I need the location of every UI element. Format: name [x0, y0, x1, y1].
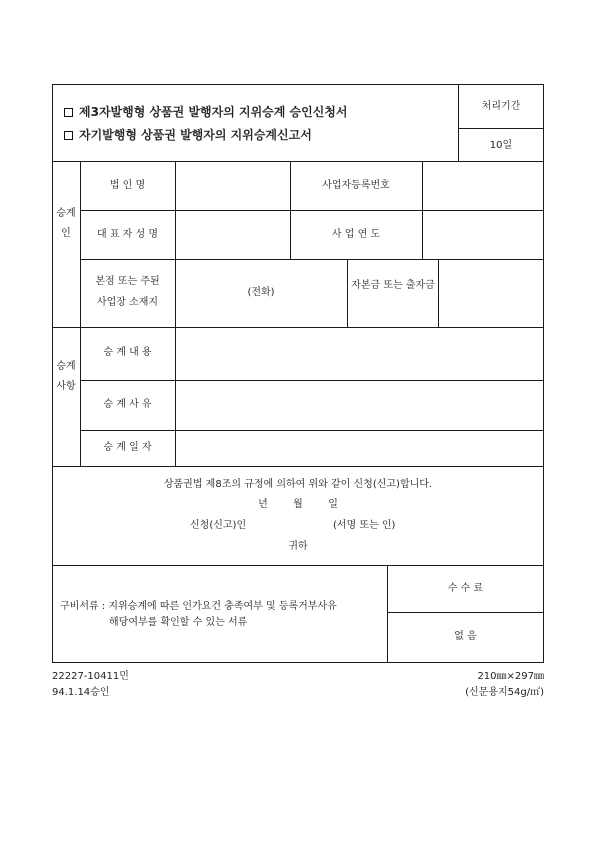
statement-date-line: 년 월 일	[258, 499, 338, 510]
address-label-line-1: 본점 또는 주된	[95, 276, 160, 287]
form-title-option-1	[64, 105, 348, 119]
divider	[387, 565, 388, 663]
paper-spec: (신문용지54g/㎡)	[465, 687, 544, 698]
approval-date: 94.1.14승인	[52, 687, 110, 698]
required-documents-line-2: 해당여부를 확인할 수 있는 서류	[109, 617, 248, 628]
divider	[458, 128, 544, 129]
rep-name-label: 대 표 자 성 명	[96, 229, 158, 240]
biz-reg-no-field[interactable]	[423, 162, 544, 210]
form-title-option-2	[64, 128, 312, 142]
applicant-label: 신청(신고)인	[190, 520, 247, 531]
processing-period-label: 처리기간	[481, 101, 521, 112]
succession-date-label: 승 계 일 자	[103, 442, 152, 453]
divider	[52, 565, 544, 566]
checkbox-option-1[interactable]	[64, 108, 73, 117]
checkbox-option-2[interactable]	[64, 131, 73, 140]
fee-value: 없 음	[454, 631, 477, 642]
phone-label: (전화)	[247, 287, 275, 298]
paper-size: 210㎜×297㎜	[477, 671, 544, 682]
successor-section-label: 승계인	[56, 208, 76, 239]
signature-label: (서명 또는 인)	[333, 520, 396, 531]
fee-label: 수 수 료	[447, 583, 484, 594]
processing-period-value: 10일	[489, 140, 513, 151]
succession-reason-field[interactable]	[176, 381, 544, 430]
business-year-label: 사 업 연 도	[331, 229, 381, 240]
capital-label: 자본금 또는 출자금	[351, 280, 435, 291]
divider	[347, 259, 348, 327]
corp-name-label: 법 인 명	[109, 180, 146, 191]
succession-date-field[interactable]	[176, 431, 544, 466]
biz-reg-no-label: 사업자등록번호	[322, 180, 390, 191]
succession-reason-label: 승 계 사 유	[103, 399, 152, 410]
title-line-1: 제3자발행형 상품권 발행자의 지위승계 승인신청서	[79, 105, 348, 119]
succession-section-label: 승계사항	[56, 361, 76, 392]
succession-content-label: 승 계 내 용	[103, 347, 152, 358]
address-field[interactable]	[176, 260, 347, 327]
form-number: 22227-10411민	[52, 671, 129, 682]
rep-name-field[interactable]	[176, 211, 290, 259]
divider	[80, 161, 81, 466]
divider	[290, 161, 291, 259]
succession-content-field[interactable]	[176, 328, 544, 380]
required-documents-line-1: 구비서류 : 지위승계에 따른 인가요건 충족여부 및 등록거부사유	[60, 601, 337, 612]
address-label-line-2: 사업장 소재지	[96, 297, 159, 308]
business-year-field[interactable]	[423, 211, 544, 259]
title-line-2: 자기발행형 상품권 발행자의 지위승계신고서	[79, 128, 312, 142]
divider	[52, 466, 544, 467]
statement-text: 상품권법 제8조의 규정에 의하여 위와 같이 신청(신고)합니다.	[163, 479, 433, 490]
corp-name-field[interactable]	[176, 162, 290, 210]
divider	[387, 612, 544, 613]
capital-field[interactable]	[439, 260, 544, 327]
recipient-label: 귀하	[288, 541, 308, 552]
